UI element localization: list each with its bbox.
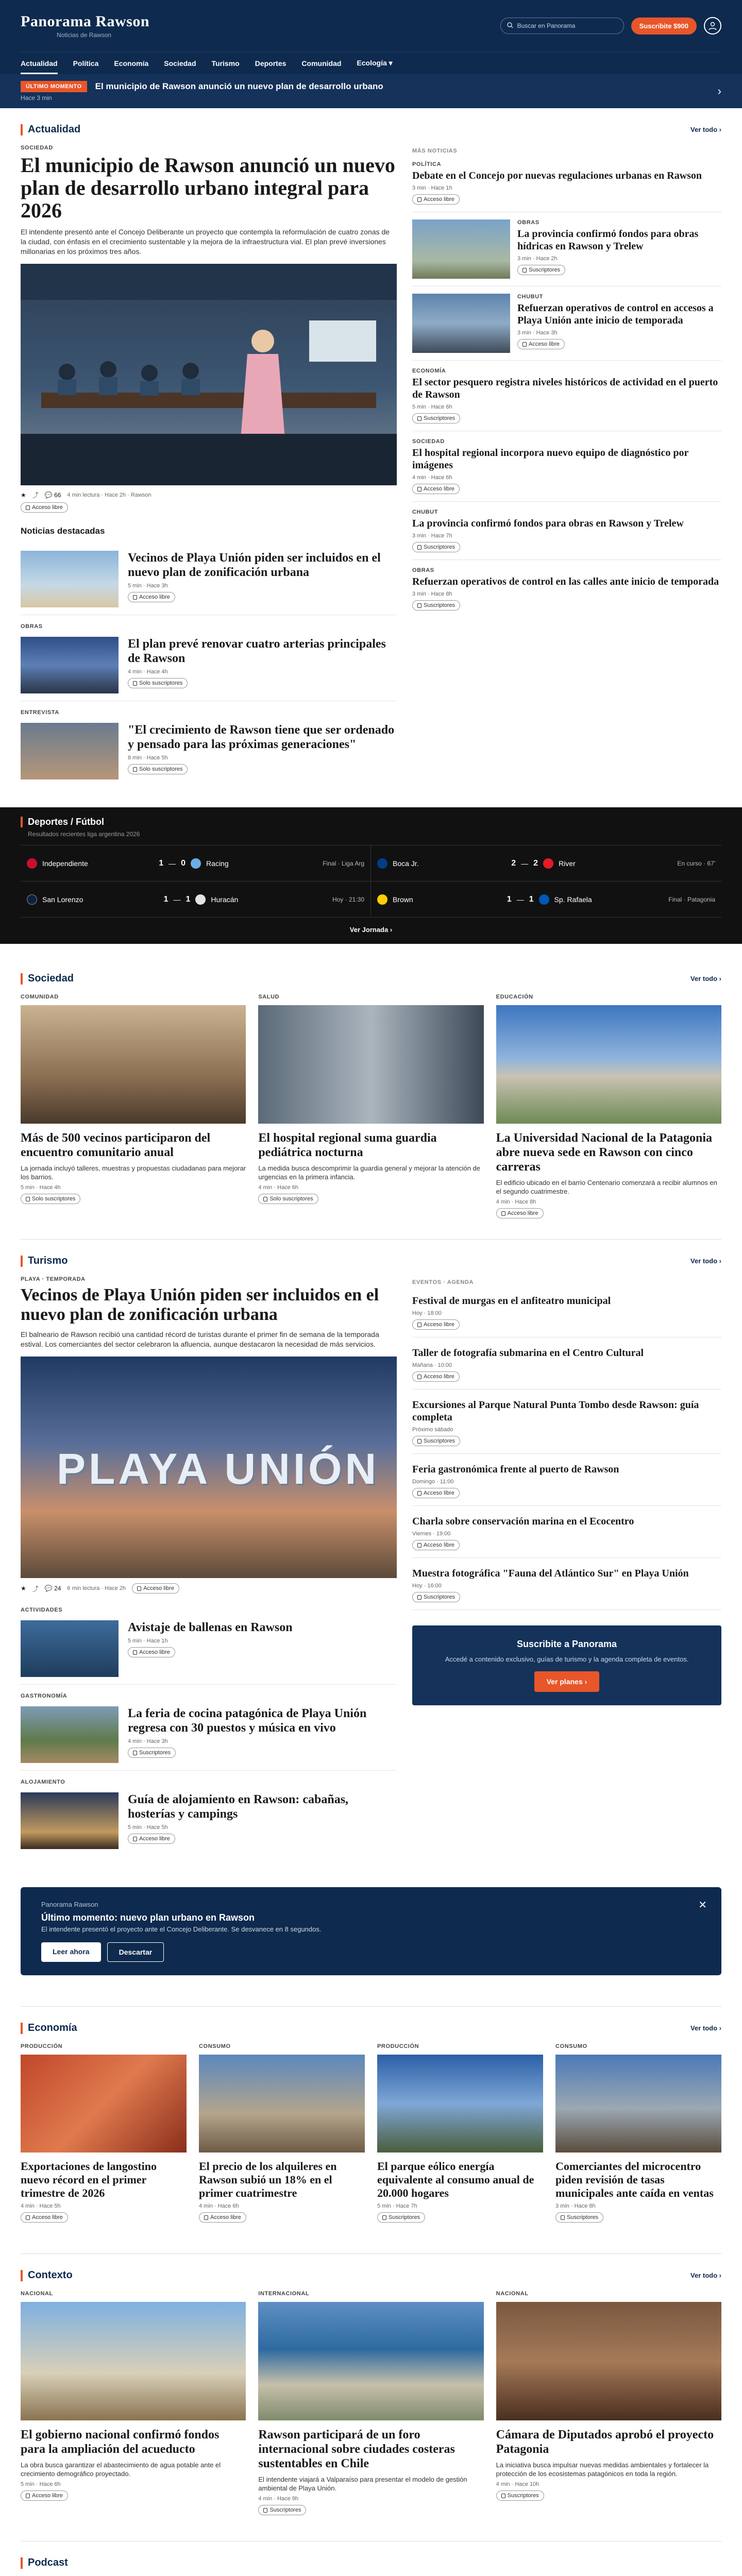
lead-headline[interactable]: El municipio de Rawson anunció un nuevo plan de desarrollo urbano integral para 2026: [21, 154, 395, 222]
main-column: [21, 145, 397, 787]
section-turismo: Turismo Ver todo › PLAYA · TEMPORADA Vecinos de Playa Unión piden ser incluidos en el nuevo plan de zonificación urbana El balneario de Rawson recibió una cantidad récord de turistas durante el primer fin de semana de la temporada estival. Los comerciantes del sector celebraron la afluencia, aunque destacaron la necesidad de más servicios. PLAYA UNIÓN ★ ⤴ 💬 24 6 min lectura · Hace 2h Acceso libre ACTIVIDADES Avistaje de ballenas en Rawson 5 min · Hace 1h Acceso libre GASTRONOMÍA La feria de cocina patagónica de Playa Unión regresa con 30 puestos y música en vivo 4 min · Hace 3h Suscriptores ALOJAMIENTO Guía de alojamiento en Rawson: cabañas, hosterías y campings 5 min · Hace 5h Acceso libre EVENTOS · AGENDA Festival de murgas en el anfiteatro municipal Hoy · 18:00 Acceso libre Taller de fotografía submarina en el Centro Cultural Mañana · 10:00 Acceso libre Excursiones al Parque Natural Punta Tombo desde Rawson: guía completa Próximo sábado Suscriptores Feria gastronómica frente al puerto de Rawson Domingo · 11:00 Acceso libre Charla sobre conservación marina en el Ecocentro Viernes · 19:00 Acceso libre Muestra fotográfica "Fauna del Atlántico Sur" en Playa Unión Hoy · 16:00 Suscriptores Suscribite a Panorama Accedé a contenido exclusivo, guías de turismo y la agenda completa de eventos. Ver planes › Panorama Rawson Último momento: nuevo plan urbano en Rawson El intendente presentó el proyecto ante el Concejo Deliberante. Se desvanece en 8 segundos. Leer ahora Descartar ✕: [21, 1240, 721, 2007]
lead-photo[interactable]: [21, 264, 397, 485]
breaking-label: ÚLTIMO MOMENTO: [21, 81, 87, 92]
access-badge: Acceso libre: [496, 1208, 544, 1218]
article-photo: [21, 1792, 119, 1849]
article-meta: 5 min · Hace 3h: [128, 583, 168, 589]
section-title: Contexto: [21, 2269, 73, 2281]
access-badge: Solo suscriptores: [21, 1194, 80, 1204]
chevron-right-icon[interactable]: ›: [717, 84, 721, 97]
access-badge: Suscriptores: [412, 542, 460, 552]
comments-count[interactable]: 💬 66: [44, 491, 61, 499]
section-title: Sociedad: [21, 973, 74, 985]
access-badge: Acceso libre: [21, 2212, 68, 2223]
event-item[interactable]: Excursiones al Parque Natural Punta Tombo desde Rawson: guía completa Próximo sábado Suscriptores: [412, 1389, 721, 1454]
close-icon[interactable]: ✕: [698, 1900, 707, 1911]
nav-item-turismo[interactable]: Turismo: [211, 59, 240, 67]
team-crest-icon: [27, 858, 37, 869]
share-icon[interactable]: ⤴: [32, 492, 39, 499]
nav-item-ecologia[interactable]: Ecología ▾: [357, 59, 393, 67]
sports-ticker: [0, 807, 742, 944]
article-headline: El hospital regional suma guardia pediátrica nocturna: [258, 1131, 437, 1159]
article-photo: [258, 1005, 483, 1124]
team-crest-icon: [27, 894, 37, 905]
breaking-news-bar[interactable]: [0, 74, 742, 108]
featured-title: Noticias destacadas: [21, 526, 105, 536]
section-title: Podcast: [21, 2557, 68, 2569]
section-contexto: [21, 2254, 721, 2541]
lock-icon: [26, 505, 30, 510]
article-kicker: OBRAS: [21, 623, 43, 630]
article-photo: [496, 1005, 721, 1124]
article-headline: Más de 500 vecinos participaron del encuentro comunitario anual: [21, 1131, 211, 1159]
article-photo: [21, 551, 119, 607]
access-badge: Suscriptores: [377, 2212, 425, 2223]
access-badge: Acceso libre: [128, 592, 175, 602]
comments-count[interactable]: 💬 24: [44, 1585, 61, 1592]
article-photo: [555, 2055, 721, 2153]
article-headline[interactable]: Vecinos de Playa Unión piden ser incluidos en el nuevo plan de zonificación urbana: [128, 551, 381, 579]
article-photo: [21, 637, 119, 693]
access-badge: Acceso libre: [132, 1583, 179, 1594]
main-nav: [21, 52, 721, 74]
side-headline: La provincia confirmó fondos para obras en Rawson y Trelew: [412, 518, 684, 529]
access-badge: Acceso libre: [412, 1488, 460, 1498]
side-label: MÁS NOTICIAS: [412, 148, 458, 154]
toast-title: Último momento: nuevo plan urbano en Rawson: [41, 1912, 255, 1923]
article-headline: La Universidad Nacional de la Patagonia abre nueva sede en Rawson con cinco carreras: [496, 1131, 713, 1174]
list-item[interactable]: La feria de cocina patagónica de Playa Unión regresa con 30 puestos y música en vivo 4 min · Hace 3h Suscriptores: [21, 1699, 397, 1771]
side-headline: El sector pesquero registra niveles históricos de actividad en el puerto de Rawson: [412, 377, 718, 400]
article-photo: [21, 2055, 187, 2153]
newsletter-box: Suscribite a Panorama Accedé a contenido exclusivo, guías de turismo y la agenda completa de eventos. Ver planes ›: [412, 1625, 721, 1705]
article-headline[interactable]: El plan prevé renovar cuatro arterias principales de Rawson: [128, 637, 386, 665]
sports-title: Deportes / Fútbol: [21, 817, 721, 827]
see-all-link[interactable]: Ver todo ›: [690, 2272, 721, 2279]
toast-text: El intendente presentó el proyecto ante el Concejo Deliberante. Se desvanece en 8 segundos.: [41, 1925, 322, 1933]
share-icon[interactable]: ⤴: [32, 1585, 39, 1592]
see-all-link[interactable]: Ver todo ›: [690, 975, 721, 982]
toast-label: Panorama Rawson: [41, 1901, 98, 1908]
logo-tagline: Noticias de Rawson: [57, 31, 112, 39]
nav-item-deportes[interactable]: Deportes: [255, 59, 286, 67]
article-photo: [21, 723, 119, 779]
team-crest-icon: [195, 894, 206, 905]
access-badge: Acceso libre: [517, 339, 565, 349]
access-badge: Solo suscriptores: [128, 764, 188, 774]
sports-more-link[interactable]: Ver Jornada ›: [349, 926, 393, 934]
section-title: Turismo: [21, 1255, 68, 1267]
access-badge: Suscriptores: [412, 1592, 460, 1602]
team-crest-icon: [377, 894, 387, 905]
article-card[interactable]: EDUCACIÓN La Universidad Nacional de la Patagonia abre nueva sede en Rawson con cinco carreras El edificio ubicado en el barrio Centenario comenzará a recibir alumnos en el segundo cuatrimestre. 4 min · Hace 8h Acceso libre: [496, 994, 721, 1218]
article-card[interactable]: INTERNACIONAL Rawson participará de un foro internacional sobre ciudades costeras sustentables en Chile El intendente viajará a Valparaíso para presentar el modelo de gestión ambiental de Playa Unión. 4 min · Hace 9h Suscriptores: [258, 2291, 483, 2515]
event-item[interactable]: Festival de murgas en el anfiteatro municipal Hoy · 18:00 Acceso libre: [412, 1285, 721, 1337]
match-row[interactable]: Brown 1 — 1 Sp. Rafaela Final · Patagonia: [371, 882, 721, 918]
access-badge: Solo suscriptores: [128, 678, 188, 688]
article-photo: [21, 1005, 246, 1124]
breaking-text[interactable]: El municipio de Rawson anunció un nuevo plan de desarrollo urbano: [95, 81, 383, 91]
see-all-link[interactable]: Ver todo ›: [690, 2024, 721, 2032]
article-photo: [496, 2302, 721, 2420]
event-item[interactable]: Charla sobre conservación marina en el Ecocentro Viernes · 19:00 Acceso libre: [412, 1506, 721, 1558]
list-item[interactable]: El plan prevé renovar cuatro arterias principales de Rawson 4 min · Hace 4h Solo suscriptores: [21, 630, 397, 701]
article-card[interactable]: NACIONAL Cámara de Diputados aprobó el proyecto Patagonia La iniciativa busca impulsar nuevas medidas ambientales y fortalecer la protección de los ecosistemas patagónicos en toda la región. 4 min · Hace 10h Suscriptores: [496, 2291, 721, 2515]
site-header: [0, 0, 742, 74]
star-icon[interactable]: ★: [21, 491, 26, 499]
access-badge: Acceso libre: [412, 484, 460, 494]
search-icon: [507, 22, 513, 30]
breaking-time: Hace 3 min: [21, 94, 52, 101]
article-photo: [21, 1706, 119, 1763]
see-all-link[interactable]: Ver todo ›: [690, 1257, 721, 1265]
side-item[interactable]: OBRAS La provincia confirmó fondos para obras hídricas en Rawson y Trelew 3 min · Hace 2h Suscriptores: [412, 212, 721, 286]
side-headline: El hospital regional incorpora nuevo equipo de diagnóstico por imágenes: [412, 447, 689, 471]
event-item[interactable]: Muestra fotográfica "Fauna del Atlántico Sur" en Playa Unión Hoy · 16:00 Suscriptores: [412, 1558, 721, 1610]
access-badge: Acceso libre: [199, 2212, 246, 2223]
article-card[interactable]: COMUNIDAD Más de 500 vecinos participaron del encuentro comunitario anual La jornada incluyó talleres, muestras y propuestas ciudadanas para mejorar los barrios. 5 min · Hace 4h Solo suscriptores: [21, 994, 246, 1218]
access-badge: Acceso libre: [128, 1647, 175, 1657]
match-row[interactable]: Independiente 1 — 0 Racing Final · Liga Arg: [21, 845, 371, 882]
lead-actions: [21, 490, 397, 499]
team-crest-icon: [543, 858, 553, 869]
team-crest-icon: [191, 858, 201, 869]
section-title: Economía: [21, 2022, 77, 2034]
side-item[interactable]: POLÍTICA Debate en el Concejo por nuevas regulaciones urbanas en Rawson 3 min · Hace 1h Acceso libre: [412, 154, 721, 212]
article-card[interactable]: NACIONAL El gobierno nacional confirmó fondos para la ampliación del acueducto La obra busca garantizar el abastecimiento de agua potable ante el crecimiento demográfico proyectado. 5 min · Hace 6h Acceso libre: [21, 2291, 246, 2515]
nav-item-comunidad[interactable]: Comunidad: [301, 59, 342, 67]
list-item[interactable]: [21, 544, 397, 615]
nav-item-sociedad[interactable]: Sociedad: [164, 59, 196, 67]
side-column: [412, 145, 721, 787]
star-icon[interactable]: ★: [21, 1585, 26, 1592]
sports-subtitle: Resultados recientes liga argentina 2026: [28, 831, 140, 838]
article-card[interactable]: PRODUCCIÓN Exportaciones de langostino nuevo récord en el primer trimestre de 2026 4 min · Hace 5h Acceso libre: [21, 2043, 187, 2223]
match-row[interactable]: San Lorenzo 1 — 1 Huracán Hoy · 21:30: [21, 882, 371, 918]
nav-item-politica[interactable]: Política: [73, 59, 99, 67]
side-item[interactable]: CHUBUT La provincia confirmó fondos para obras en Rawson y Trelew 3 min · Hace 7h Suscriptores: [412, 502, 721, 560]
access-badge: Suscriptores: [496, 2490, 544, 2501]
lead-photo[interactable]: [21, 1357, 397, 1578]
side-item[interactable]: ECONOMÍA El sector pesquero registra niveles históricos de actividad en el puerto de Rawson 5 min · Hace 6h Suscriptores: [412, 361, 721, 431]
site-logo[interactable]: [21, 13, 149, 39]
article-headline[interactable]: "El crecimiento de Rawson tiene que ser ordenado y pensado para las próximas generaciones": [128, 723, 395, 751]
access-badge: Suscriptores: [128, 1748, 176, 1758]
side-headline: Refuerzan operativos de control en accesos a Playa Unión ante inicio de temporada: [517, 302, 714, 326]
read-now-button[interactable]: Leer ahora: [41, 1942, 101, 1962]
access-badge: Acceso libre: [412, 1540, 460, 1550]
search-input[interactable]: [500, 18, 624, 34]
access-badge: Acceso libre: [128, 1834, 175, 1844]
breaking-toast: [21, 1887, 721, 1975]
article-photo: [412, 294, 510, 353]
nav-item-actualidad[interactable]: Actualidad: [21, 59, 58, 74]
section-sociedad: [21, 944, 721, 1240]
article-photo: [199, 2055, 365, 2153]
access-badge: Acceso libre: [412, 1319, 460, 1330]
access-badge: Suscriptores: [517, 265, 565, 275]
team-crest-icon: [377, 858, 387, 869]
playa-union-sign: PLAYA UNIÓN: [57, 1445, 380, 1493]
article-kicker: ENTREVISTA: [21, 709, 59, 716]
event-item[interactable]: Taller de fotografía submarina en el Centro Cultural Mañana · 10:00 Acceso libre: [412, 1337, 721, 1389]
side-headline: Refuerzan operativos de control en las calles ante inicio de temporada: [412, 576, 719, 587]
dismiss-button[interactable]: Descartar: [107, 1942, 164, 1962]
list-item[interactable]: Guía de alojamiento en Rawson: cabañas, hosterías y campings 5 min · Hace 5h Acceso libre: [21, 1785, 397, 1856]
access-badge: Suscriptores: [412, 413, 460, 423]
side-item[interactable]: SOCIEDAD El hospital regional incorpora nuevo equipo de diagnóstico por imágenes 4 min · Hace 6h Acceso libre: [412, 431, 721, 502]
access-badge: Suscriptores: [555, 2212, 603, 2223]
access-badge: Solo suscriptores: [258, 1194, 318, 1204]
article-card[interactable]: CONSUMO Comerciantes del microcentro piden revisión de tasas municipales ante caída en ventas 3 min · Hace 8h Suscriptores: [555, 2043, 721, 2223]
nav-item-economia[interactable]: Economía: [114, 59, 149, 67]
article-photo: [21, 1620, 119, 1677]
event-item[interactable]: Feria gastronómica frente al puerto de Rawson Domingo · 11:00 Acceso libre: [412, 1454, 721, 1506]
side-headline: La provincia confirmó fondos para obras hídricas en Rawson y Trelew: [517, 228, 699, 252]
side-item[interactable]: OBRAS Refuerzan operativos de control en las calles ante inicio de temporada 3 min · Hace 8h Suscriptores: [412, 560, 721, 618]
section-actualidad: [21, 108, 721, 787]
team-crest-icon: [539, 894, 549, 905]
section-podcast: [21, 2541, 721, 2576]
article-photo: [258, 2302, 483, 2420]
side-item[interactable]: CHUBUT Refuerzan operativos de control en accesos a Playa Unión ante inicio de temporada 3 min · Hace 3h Acceso libre: [412, 286, 721, 361]
lead-kicker: SOCIEDAD: [21, 145, 53, 151]
article-card[interactable]: CONSUMO El precio de los alquileres en Rawson subió un 18% en el primer cuatrimestre 4 min · Hace 6h Acceso libre: [199, 2043, 365, 2223]
see-all-link[interactable]: Ver todo ›: [690, 126, 721, 133]
lead-summary: El intendente presentó ante el Concejo Deliberante un proyecto que contempla la reformulación de cuatro zonas de la ciudad, con énfasis en el crecimiento sustentable y la mejora de la infraestructura vial. El plan prevé inversiones millonarias en los próximos tres años.: [21, 228, 390, 256]
article-photo: [412, 219, 510, 279]
access-badge: Acceso libre: [21, 502, 68, 513]
article-card[interactable]: PRODUCCIÓN El parque eólico energía equivalente al consumo anual de 20.000 hogares 5 min · Hace 7h Suscriptores: [377, 2043, 543, 2223]
turismo-lead-headline[interactable]: Vecinos de Playa Unión piden ser incluidos en el nuevo plan de zonificación urbana: [21, 1285, 379, 1324]
access-badge: Suscriptores: [412, 600, 460, 611]
access-badge: Acceso libre: [21, 2490, 68, 2501]
access-badge: Acceso libre: [412, 194, 460, 205]
logo-name: Panorama Rawson: [21, 13, 150, 30]
search-placeholder: Buscar en Panorama: [517, 22, 576, 29]
lead-meta: 4 min lectura · Hace 2h · Rawson: [67, 492, 151, 498]
article-photo: [377, 2055, 543, 2153]
user-account-icon[interactable]: [704, 17, 721, 35]
access-badge: Suscriptores: [412, 1436, 460, 1446]
article-photo: [21, 2302, 246, 2420]
list-item[interactable]: "El crecimiento de Rawson tiene que ser ordenado y pensado para las próximas generaciones" 8 min · Hace 5h Solo suscriptores: [21, 716, 397, 787]
section-economia: [21, 2007, 721, 2254]
access-badge: Suscriptores: [258, 2505, 306, 2515]
section-title: Actualidad: [21, 124, 80, 135]
chevron-down-icon: ▾: [389, 59, 393, 67]
match-row[interactable]: Boca Jr. 2 — 2 River En curso · 67': [371, 845, 721, 882]
newsletter-button[interactable]: Ver planes ›: [534, 1671, 600, 1692]
list-item[interactable]: Avistaje de ballenas en Rawson 5 min · Hace 1h Acceso libre: [21, 1613, 397, 1685]
subscribe-button[interactable]: Suscribite $900: [631, 18, 697, 35]
access-badge: Acceso libre: [412, 1371, 460, 1382]
side-headline: Debate en el Concejo por nuevas regulaciones urbanas en Rawson: [412, 170, 702, 181]
article-card[interactable]: SALUD El hospital regional suma guardia pediátrica nocturna La medida busca descomprimir la guardia general y mejorar la atención de urgencias en la primera infancia. 4 min · Hace 6h Solo suscriptores: [258, 994, 483, 1218]
